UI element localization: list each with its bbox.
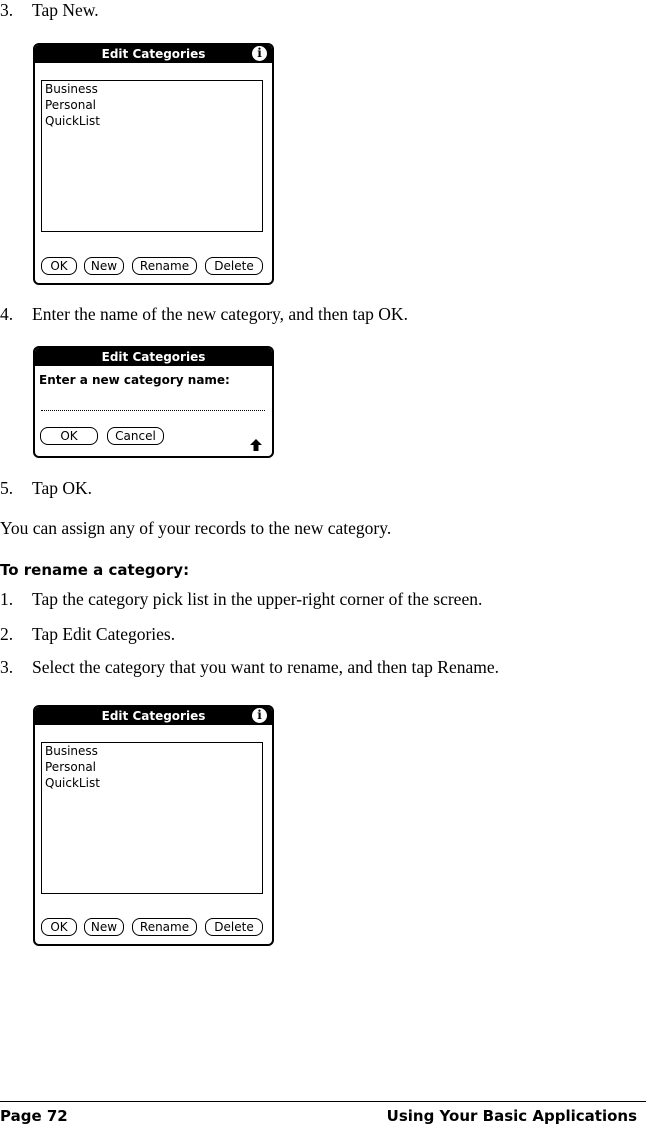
footer-section-title: Using Your Basic Applications <box>386 1107 637 1125</box>
new-category-screenshot <box>33 346 274 458</box>
info-icon[interactable]: i <box>252 46 267 61</box>
shift-arrow-icon[interactable] <box>249 438 263 452</box>
category-item[interactable]: Personal <box>45 760 97 774</box>
category-item[interactable]: QuickList <box>45 114 100 128</box>
edit-categories-screenshot-2 <box>33 705 274 946</box>
step-text: Tap Edit Categories. <box>32 624 176 644</box>
rename-step-1 <box>0 589 482 609</box>
rename-step-2 <box>0 624 175 644</box>
step-number: 2. <box>0 624 14 644</box>
step-text: Tap New. <box>32 0 99 20</box>
dialog-title: Edit Categories <box>101 47 206 61</box>
info-icon[interactable]: i <box>252 708 267 723</box>
dialog-titlebar <box>35 707 272 725</box>
step-number: 5. <box>0 478 14 498</box>
step-text: Enter the name of the new category, and then tap OK. <box>32 304 408 324</box>
step-number: 4. <box>0 304 14 324</box>
category-item[interactable]: Personal <box>45 98 97 112</box>
step-text: Tap the category pick list in the upper-right corner of the screen. <box>32 589 483 609</box>
step-number: 3. <box>0 0 14 20</box>
footer-rule <box>0 1101 646 1102</box>
dialog-titlebar <box>35 45 272 63</box>
category-item[interactable]: QuickList <box>45 776 100 790</box>
step-text: Tap OK. <box>32 478 93 498</box>
edit-categories-screenshot-1 <box>33 43 274 285</box>
footer-page-number: Page 72 <box>0 1107 68 1125</box>
dialog-titlebar <box>35 348 272 366</box>
ok-button[interactable]: OK <box>41 918 77 936</box>
step-number: 1. <box>0 589 14 609</box>
step-text: Select the category that you want to rename, and then tap Rename. <box>32 657 499 677</box>
assign-records-paragraph: You can assign any of your records to the new category. <box>0 518 392 538</box>
delete-button[interactable]: Delete <box>205 918 263 936</box>
ok-button[interactable]: OK <box>41 257 77 275</box>
rename-button[interactable]: Rename <box>132 918 197 936</box>
step-3-tap-new <box>0 0 99 20</box>
new-category-prompt: Enter a new category name: <box>39 373 230 387</box>
dialog-title: Edit Categories <box>101 350 206 364</box>
delete-button[interactable]: Delete <box>205 257 263 275</box>
category-list[interactable] <box>41 80 263 232</box>
rename-button[interactable]: Rename <box>132 257 197 275</box>
category-item[interactable]: Business <box>45 82 98 96</box>
step-4-enter-name <box>0 304 408 324</box>
rename-category-heading: To rename a category: <box>0 561 190 579</box>
ok-button[interactable]: OK <box>40 427 98 445</box>
category-item[interactable]: Business <box>45 744 98 758</box>
new-button[interactable]: New <box>84 257 124 275</box>
category-list[interactable] <box>41 742 263 894</box>
new-button[interactable]: New <box>84 918 124 936</box>
dialog-title: Edit Categories <box>101 709 206 723</box>
category-name-input[interactable] <box>41 410 265 411</box>
cancel-button[interactable]: Cancel <box>107 427 164 445</box>
rename-step-3 <box>0 657 499 677</box>
step-5-tap-ok <box>0 478 92 498</box>
step-number: 3. <box>0 657 14 677</box>
